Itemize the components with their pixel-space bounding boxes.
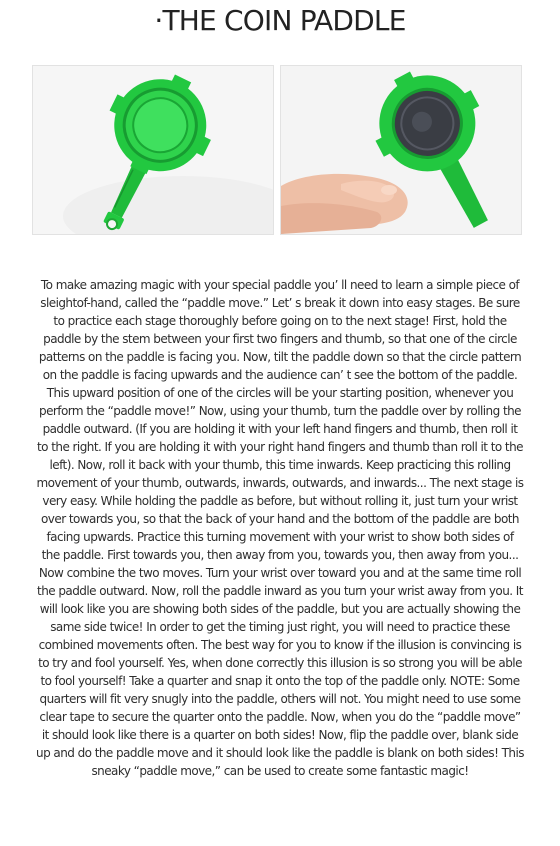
paddle-with-coin-photo xyxy=(280,65,522,235)
paddle-coin-hand-icon xyxy=(281,66,521,234)
paddle-photo xyxy=(32,65,274,235)
green-paddle-icon xyxy=(33,66,273,234)
article-body: To make amazing magic with your special paddle you’ ll need to learn a simple piece of sleightof-hand, called the “paddle move.” Let’ s break it down into easy stages. Be sure to practice each stage thoroughly before going on to the next stage! First, hold the paddle by the stem between your first two fingers and thumb, so that one of the circle patterns on the paddle is facing you. Now, tilt the paddle down so that the circle pattern on the paddle is facing upwards and the audience can’ t see the bottom of the paddle. This upward position of one of the circles will be your starting position, whenever you perform the “paddle move!” Now, using your thumb, turn the paddle over by rolling the paddle outward. (If you are holding it with your left hand fingers and thumb, then roll it to the right. If you are holding it with your right hand fingers and thumb than roll it to the left). Now, roll it back with your thumb, this time inwards. Keep practicing this rolling movement of your thumb, outwards, inwards, outwards, and inwards... The next stage is very easy. While holding the paddle as before, but without rolling it, just turn your wrist over towards you, so that the back of your hand and the bottom of the paddle are both facing upwards. Practice this turning movement with your wrist to show both sides of the paddle. First towards you, then away from you, towards you, then away from you... Now combine the two moves. Turn your wrist over toward you and at the same time roll the paddle outward. Now, roll the paddle inward as you turn your wrist away from you. It will look like you are showing both sides of the paddle, but you are actually showing the same side twice! In order to get the timing just right, you will need to practice these combined movements often. The best way for you to know if the illusion is convincing is to try and fool yourself. Yes, when done correctly this illusion is so strong you will be able to fool yourself! Take a quarter and snap it onto the top of the paddle only. NOTE: Some quarters will fit very snugly into the paddle, others will not. You might need to use some clear tape to secure the quarter onto the paddle. Now, when you do the “paddle move” it should look like there is a quarter on both sides! Now, flip the paddle over, blank side up and do the paddle move and it should look like the paddle is blank on both sides! This sneaky “paddle move,” can be used to create some fantastic magic! xyxy=(36,278,524,778)
header xyxy=(0,0,560,44)
page-title: ·THE COIN PADDLE xyxy=(154,4,406,37)
